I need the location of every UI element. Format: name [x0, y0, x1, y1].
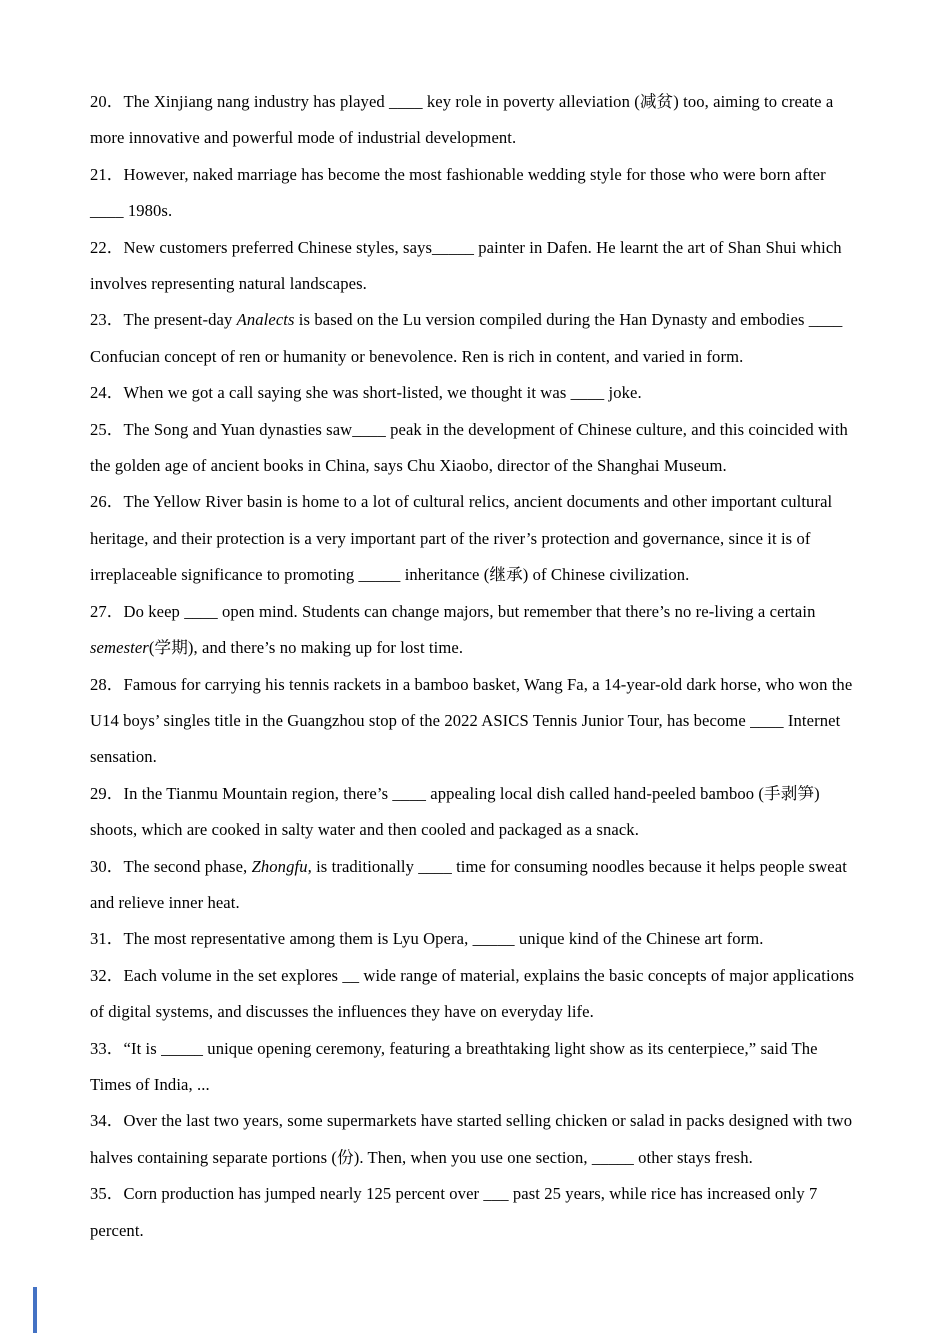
- question-number: 25．: [90, 419, 124, 439]
- question-item: [90, 375, 860, 411]
- question-text: is traditionally ____ time for consuming noodles because it helps people sweat and relieve inner heat.: [90, 856, 847, 912]
- question-text: Over the last two years, some supermarkets have started selling chicken or salad in packs designed with two halves containing separate portions (份). Then, when you use one section, _____ other stays fresh.: [90, 1111, 853, 1167]
- question-list: [90, 84, 860, 1249]
- question-item: [90, 958, 860, 1031]
- question-number: 27．: [90, 601, 124, 621]
- question-number: 24．: [90, 383, 124, 403]
- question-item: [90, 594, 860, 667]
- question-text: The Song and Yuan dynasties saw____ peak in the development of Chinese culture, and this coincided with the golden age of ancient books in China, says Chu Xiaobo, director of the Shanghai Museum.: [90, 419, 848, 476]
- question-number: 20．: [90, 92, 124, 111]
- question-item: [90, 667, 860, 776]
- question-item: [90, 1176, 860, 1249]
- question-item: [90, 849, 860, 922]
- question-number: 30．: [90, 856, 124, 876]
- question-text: The second phase,: [123, 856, 252, 876]
- question-number: 33．: [90, 1038, 124, 1058]
- question-text: The Yellow River basin is home to a lot of cultural relics, ancient documents and other important cultural heritage, and their protection is a very important part of the river’s protection and governance, since it is of irreplaceable significance to promoting _____ inheritance (继承) of Chinese civilization.: [90, 492, 833, 585]
- question-number: 35．: [90, 1184, 124, 1204]
- question-item: [90, 302, 860, 375]
- question-item: [90, 157, 860, 230]
- question-number: 31．: [90, 929, 124, 949]
- question-text-italic: Zhongfu,: [251, 856, 312, 876]
- question-text: When we got a call saying she was short-listed, we thought it was ____ joke.: [123, 383, 642, 403]
- question-text: However, naked marriage has become the most fashionable wedding style for those who were born after ____ 1980s.: [90, 164, 826, 221]
- page-edge-mark: [33, 1287, 37, 1333]
- question-number: 22．: [90, 237, 124, 257]
- question-item: [90, 484, 860, 593]
- question-item: [90, 1103, 860, 1176]
- question-item: [90, 1031, 860, 1104]
- question-number: 34．: [90, 1111, 124, 1131]
- question-number: 29．: [90, 783, 124, 803]
- question-number: 23．: [90, 310, 124, 330]
- question-item: [90, 776, 860, 849]
- question-number: 21．: [90, 164, 124, 184]
- question-item: [90, 84, 860, 157]
- question-number: 32．: [90, 965, 124, 985]
- question-text: New customers preferred Chinese styles, says_____ painter in Dafen. He learnt the art of Shan Shui which involves representing natural landscapes.: [90, 237, 842, 294]
- question-item: [90, 412, 860, 485]
- question-number: 26．: [90, 492, 124, 512]
- question-text: (学期), and there’s no making up for lost time.: [148, 638, 464, 658]
- question-text: “It is _____ unique opening ceremony, featuring a breathtaking light show as its centerpiece,” said The Times of India, ...: [90, 1038, 818, 1094]
- question-text: The Xinjiang nang industry has played ____ key role in poverty alleviation (减贫) too, aiming to create a more innovative and powerful mode of industrial development.: [90, 92, 834, 148]
- question-number: 28．: [90, 674, 124, 694]
- question-text: Famous for carrying his tennis rackets in a bamboo basket, Wang Fa, a 14-year-old dark horse, who won the U14 boys’ singles title in the Guangzhou stop of the 2022 ASICS Tennis Junior Tour, has become ____ Internet sensation.: [90, 674, 853, 767]
- question-item: [90, 921, 860, 957]
- question-text: Corn production has jumped nearly 125 percent over ___ past 25 years, while rice has increased only 7 percent.: [90, 1184, 818, 1240]
- question-text: is based on the Lu version compiled during the Han Dynasty and embodies ____ Confucian concept of ren or humanity or benevolence. Ren is rich in content, and varied in form.: [90, 310, 843, 366]
- question-text: Each volume in the set explores __ wide range of material, explains the basic concepts of major applications of digital systems, and discusses the influences they have on everyday life.: [90, 965, 855, 1022]
- question-text: In the Tianmu Mountain region, there’s ____ appealing local dish called hand-peeled bamboo (手剥笋) shoots, which are cooked in salty water and then cooled and packaged as a snack.: [90, 783, 820, 840]
- question-item: [90, 230, 860, 303]
- question-text: The present-day: [123, 310, 237, 330]
- question-text-italic: semester: [90, 638, 149, 658]
- question-text-italic: Analects: [236, 310, 295, 330]
- question-text: Do keep ____ open mind. Students can change majors, but remember that there’s no re-living a certain: [123, 601, 816, 621]
- question-text: The most representative among them is Lyu Opera, _____ unique kind of the Chinese art form.: [123, 929, 764, 949]
